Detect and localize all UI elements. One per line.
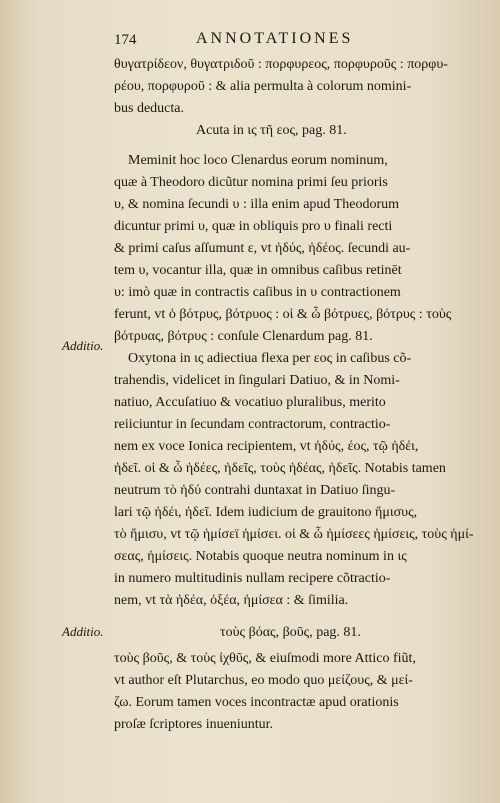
page-number: 174 [114, 32, 137, 48]
margin-note-additio: Additio. [62, 624, 104, 639]
text-line: Oxytona in ις adiectiua flexa per εος in caſibus cõ- [128, 351, 412, 366]
text-line: bus deducta. [114, 101, 184, 116]
running-title: ANNOTATIONES [196, 30, 354, 47]
text-line: ἡδεῖ. οἱ & ὦ ἡδέες, ἡδεῖς, τοὺς ἡδέας, ἡδεῖς. Notabis tamen [114, 461, 446, 476]
text-line: natiuo, Accuſatiuo & vocatiuo pluralibus, merito [114, 395, 386, 410]
text-line: proſæ ſcriptores inueniuntur. [114, 717, 274, 732]
margin-note-additio: Additio. [62, 338, 104, 353]
text-line: θυγατρίδεον, θυγατριδοῦ : πορφυρεος, πορφυροῦς : πορφυ- [114, 57, 448, 72]
text-line: tem υ, vocantur illa, quæ in omnibus caſibus retinēt [114, 263, 402, 278]
text-line: neutrum τὸ ἡδύ contrahi duntaxat in Datiuo ſingu- [114, 483, 396, 498]
text-line: βότρυας, βότρυς : conſule Clenardum pag. 81. [114, 329, 373, 344]
text-line: quæ à Theodoro dicũtur nomina primi ſeu prioris [114, 175, 388, 190]
text-line: lari τῷ ἡδέι, ἡδεῖ. Idem iudicium de grauitono ἥμισυς, [114, 505, 418, 520]
text-line: ferunt, vt ὁ βότρυς, βότρυος : οἱ & ὦ βότρυες, βότρυς : τοὺς [114, 307, 452, 322]
text-line: ζω. Eorum tamen voces incontractæ apud orationis [114, 695, 399, 710]
text-line: vt author eſt Plutarchus, eo modo quo μείζους, & μεί- [114, 673, 413, 688]
text-line: Meminit hoc loco Clenardus eorum nominum, [128, 153, 388, 168]
text-line: ρέου, πορφυροῦ : & alia permulta à colorum nomini- [114, 79, 412, 94]
text-line: υ: imò quæ in contractis caſibus in υ contractionem [114, 285, 401, 300]
text-line: & primi caſus aſſumunt ε, vt ἡδύς, ἡδέος. ſecundi au- [114, 241, 411, 256]
section-heading: Acuta in ις τῆ εος, pag. 81. [196, 123, 347, 138]
text-line: υ, & nomina ſecundi υ : illa enim apud Theodorum [114, 197, 399, 212]
text-line: dicuntur primi υ, quæ in obliquis pro υ finali recti [114, 219, 393, 234]
text-line: in numero multitudinis nullam recipere cõtractio- [114, 571, 391, 586]
text-line: reiiciuntur in ſecundam contractorum, contractio- [114, 417, 391, 432]
text-line: τὸ ἥμισυ, vt τῷ ἡμίσεϊ ἡμίσει. οἱ & ὦ ἡμίσεες ἡμίσεις, τοὺς ἡμί- [114, 527, 474, 542]
text-line: σεας, ἡμίσεις. Notabis quoque neutra nominum in ις [114, 549, 407, 564]
text-line: nem, vt τὰ ἡδέα, ὀξέα, ἡμίσεα : & ſimilia. [114, 593, 349, 608]
text-line: τοὺς βοῦς, & τοὺς ἰχθῦς, & eiuſmodi more Attico fiũt, [114, 651, 416, 666]
text-line: nem ex voce Ionica recipientem, vt ἡδύς, έος, τῷ ἡδέι, [114, 439, 419, 454]
running-head [114, 30, 444, 52]
section-heading: τοὺς βόας, βοῦς, pag. 81. [220, 625, 361, 640]
text-line: trahendis, videlicet in ſingulari Datiuo, & in Nomi- [114, 373, 400, 388]
